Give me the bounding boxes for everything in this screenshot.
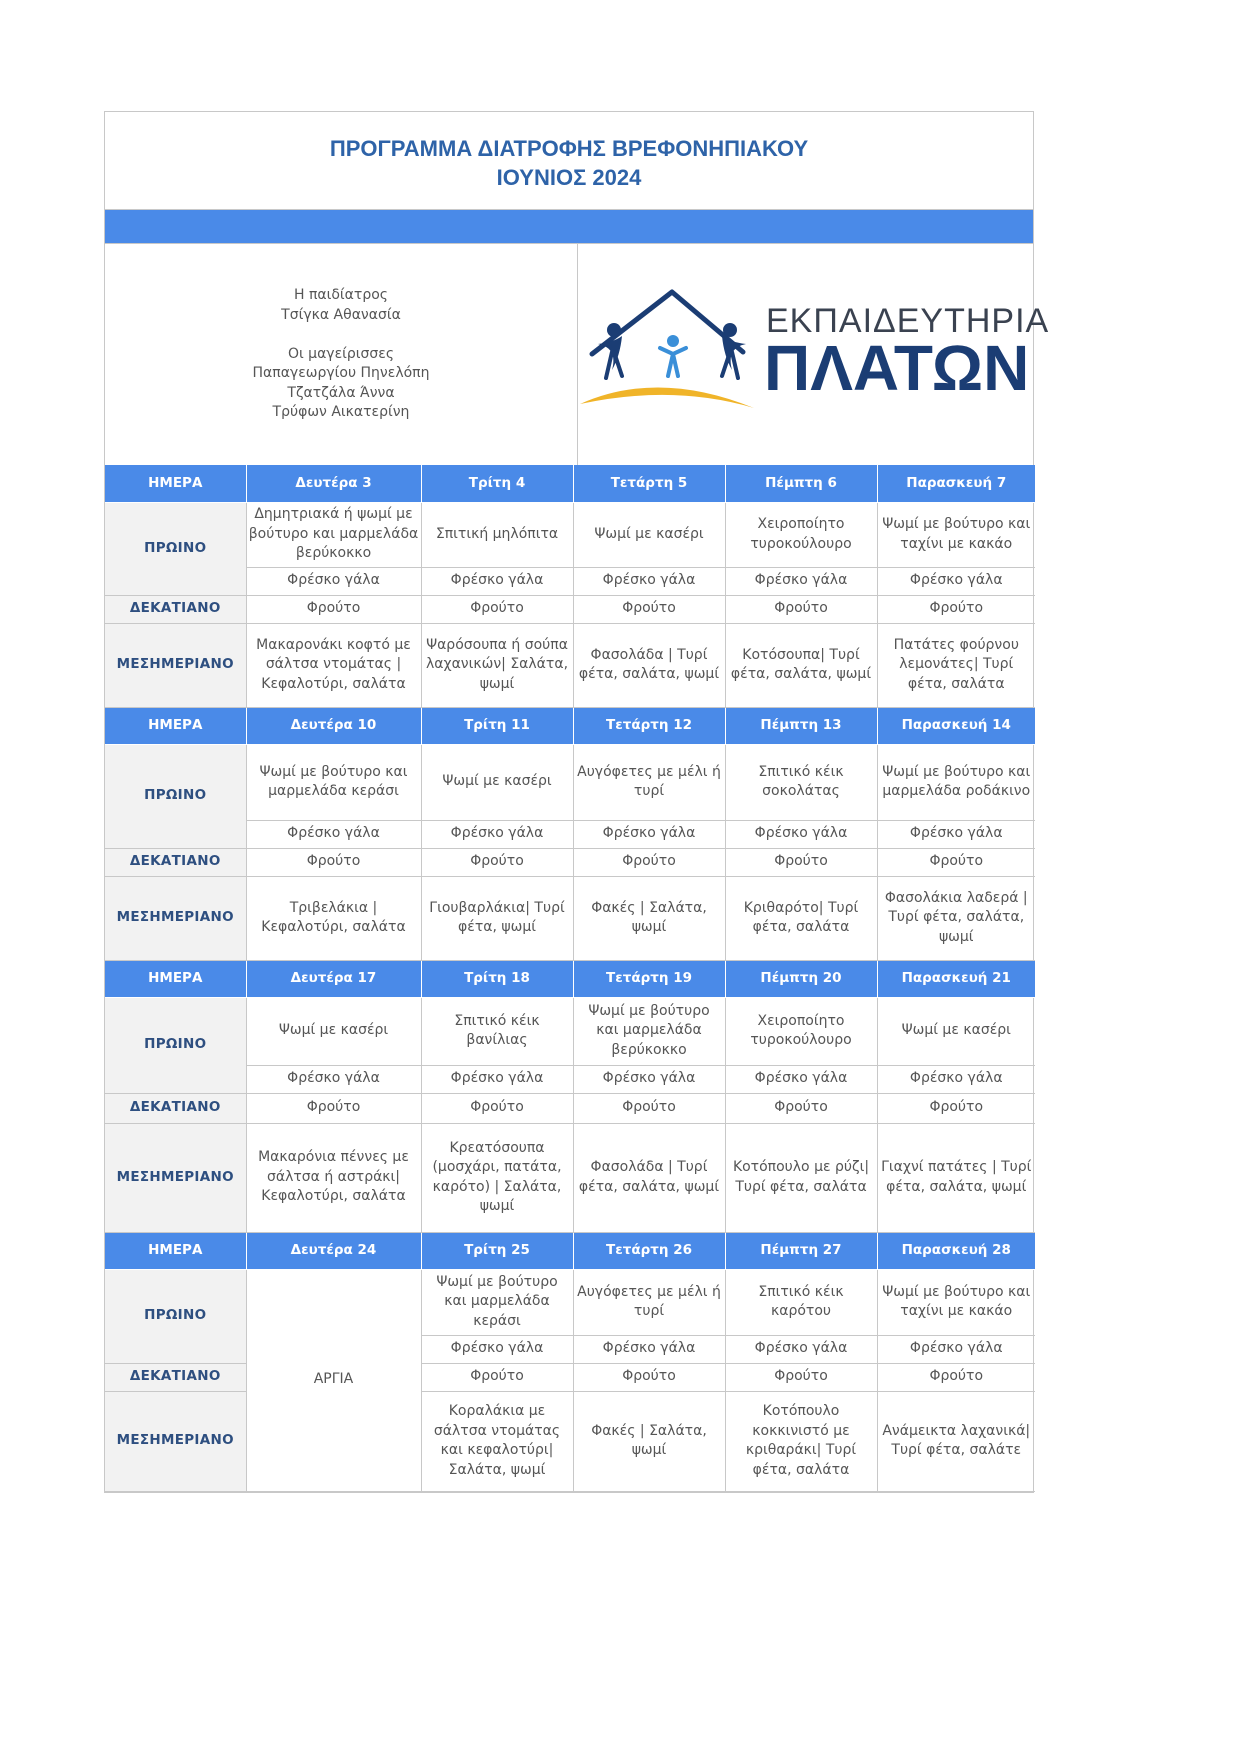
pediatrician-label: Η παιδίατρος [293, 287, 388, 304]
page-title: ΠΡΟΓΡΑΜΜΑ ΔΙΑΤΡΟΦΗΣ ΒΡΕΦΟΝΗΠΙΑΚΟΥ [329, 136, 809, 161]
snack-cell: Φρούτο [246, 595, 421, 623]
day-header: Παρασκευή 14 [877, 707, 1035, 744]
snack-label: ΔΕΚΑΤΙΑΝΟ [105, 1093, 246, 1123]
breakfast-label: ΠΡΩΙΝΟ [105, 1269, 246, 1363]
breakfast-cell: Ψωμί με βούτυρο και μαρμελάδα βερύκοκκο [573, 997, 725, 1065]
day-label: ΗΜΕΡΑ [105, 960, 246, 997]
breakfast-cell: Ψωμί με κασέρι [573, 502, 725, 567]
lunch-cell: Φακές | Σαλάτα, ψωμί [573, 1391, 725, 1491]
breakfast-cell: Χειροποίητο τυροκούλουρο [725, 502, 877, 567]
lunch-cell: Ανάμεικτα λαχανικά|Τυρί φέτα, σαλάτε [877, 1391, 1035, 1491]
pediatrician-name: Τσίγκα Αθανασία [281, 306, 401, 323]
snack-cell: Φρούτο [421, 1093, 573, 1123]
milk-cell: Φρέσκο γάλα [246, 820, 421, 848]
day-header: Παρασκευή 7 [877, 465, 1035, 502]
breakfast-cell: Ψωμί με βούτυρο και μαρμελάδα κεράσι [246, 744, 421, 820]
lunch-cell: Κοτόπουλο κοκκινιστό με κριθαράκι| Τυρί φέτα, σαλάτα [725, 1391, 877, 1491]
day-header: Δευτέρα 10 [246, 707, 421, 744]
lunch-cell: Κριθαρότο| Τυρί φέτα, σαλάτα [725, 876, 877, 960]
breakfast-row [105, 1269, 1035, 1335]
day-header: Τετάρτη 19 [573, 960, 725, 997]
milk-cell: Φρέσκο γάλα [573, 567, 725, 595]
day-header: Παρασκευή 21 [877, 960, 1035, 997]
snack-cell: Φρούτο [573, 595, 725, 623]
day-header: Τρίτη 11 [421, 707, 573, 744]
snack-cell: Φρούτο [877, 595, 1035, 623]
milk-cell: Φρέσκο γάλα [421, 1335, 573, 1363]
lunch-cell: Γιουβαρλάκια| Τυρί φέτα, ψωμί [421, 876, 573, 960]
milk-cell: Φρέσκο γάλα [877, 1065, 1035, 1093]
holiday-cell: ΑΡΓΙΑ [246, 1269, 421, 1491]
menu-table [105, 465, 1035, 1492]
day-header: Δευτέρα 17 [246, 960, 421, 997]
breakfast-cell: Ψωμί με βούτυρο και μαρμελάδα κεράσι [421, 1269, 573, 1335]
logo-text-top: ΕΚΠΑΙΔΕΥΤΗΡΙΑ [766, 302, 1050, 340]
lunch-cell: Φασολάδα | Τυρί φέτα, σαλάτα, ψωμί [573, 1123, 725, 1232]
snack-cell: Φρούτο [725, 1363, 877, 1391]
logo-text-main: ΠΛΑΤΩΝ [764, 332, 1030, 404]
school-logo [578, 244, 1050, 465]
lunch-label: ΜΕΣΗΜΕΡΙΑΝΟ [105, 876, 246, 960]
week-header-row [105, 960, 1035, 997]
milk-cell: Φρέσκο γάλα [725, 1335, 877, 1363]
breakfast-row [105, 502, 1035, 567]
snack-cell: Φρούτο [421, 595, 573, 623]
snack-cell: Φρούτο [246, 1093, 421, 1123]
lunch-row [105, 1123, 1035, 1232]
cook-name: Τρύφων Αικατερίνη [272, 404, 410, 421]
snack-cell: Φρούτο [725, 848, 877, 876]
info-row [105, 243, 1050, 465]
day-header: Τρίτη 4 [421, 465, 573, 502]
breakfast-cell: Ψωμί με κασέρι [877, 997, 1035, 1065]
cook-name: Παπαγεωργίου Πηνελόπη [252, 365, 430, 382]
day-header: Τετάρτη 12 [573, 707, 725, 744]
breakfast-label: ΠΡΩΙΝΟ [105, 744, 246, 848]
lunch-cell: Φασολάκια λαδερά | Τυρί φέτα, σαλάτα, ψωμί [877, 876, 1035, 960]
milk-cell: Φρέσκο γάλα [725, 820, 877, 848]
lunch-label: ΜΕΣΗΜΕΡΙΑΝΟ [105, 623, 246, 707]
snack-label: ΔΕΚΑΤΙΑΝΟ [105, 848, 246, 876]
day-header: Δευτέρα 24 [246, 1232, 421, 1269]
breakfast-cell: Σπιτικό κέικ σοκολάτας [725, 744, 877, 820]
snack-row [105, 595, 1035, 623]
lunch-cell: Φασολάδα | Τυρί φέτα, σαλάτα, ψωμί [573, 623, 725, 707]
milk-cell: Φρέσκο γάλα [421, 567, 573, 595]
milk-cell: Φρέσκο γάλα [421, 820, 573, 848]
lunch-cell: Πατάτες φούρνου λεμονάτες| Τυρί φέτα, σαλάτα [877, 623, 1035, 707]
day-header: Τετάρτη 26 [573, 1232, 725, 1269]
day-header: Πέμπτη 13 [725, 707, 877, 744]
day-header: Τετάρτη 5 [573, 465, 725, 502]
lunch-label: ΜΕΣΗΜΕΡΙΑΝΟ [105, 1123, 246, 1232]
lunch-cell: Κρεατόσουπα (μοσχάρι, πατάτα, καρότο) | Σαλάτα, ψωμί [421, 1123, 573, 1232]
breakfast-cell: Σπιτική μηλόπιτα [421, 502, 573, 567]
week-header-row [105, 1232, 1035, 1269]
breakfast-label: ΠΡΩΙΝΟ [105, 502, 246, 595]
snack-row [105, 848, 1035, 876]
cook-name: Τζατζάλα Άννα [287, 384, 395, 401]
day-label: ΗΜΕΡΑ [105, 465, 246, 502]
snack-label: ΔΕΚΑΤΙΑΝΟ [105, 595, 246, 623]
milk-cell: Φρέσκο γάλα [573, 1065, 725, 1093]
day-header: Τρίτη 25 [421, 1232, 573, 1269]
lunch-cell: Γιαχνί πατάτες | Τυρί φέτα, σαλάτα, ψωμί [877, 1123, 1035, 1232]
milk-cell: Φρέσκο γάλα [246, 567, 421, 595]
breakfast-cell: Ψωμί με βούτυρο και μαρμελάδα ροδάκινο [877, 744, 1035, 820]
snack-cell: Φρούτο [573, 1093, 725, 1123]
week-header-row [105, 465, 1035, 502]
lunch-cell: Μακαρόνια πέννες με σάλτσα ή αστράκι| Κεφαλοτύρι, σαλάτα [246, 1123, 421, 1232]
milk-cell: Φρέσκο γάλα [246, 1065, 421, 1093]
day-header: Πέμπτη 6 [725, 465, 877, 502]
breakfast-cell: Ψωμί με βούτυρο και ταχίνι με κακάο [877, 1269, 1035, 1335]
milk-cell: Φρέσκο γάλα [421, 1065, 573, 1093]
title-block [105, 112, 1033, 210]
milk-cell: Φρέσκο γάλα [877, 1335, 1035, 1363]
day-header: Τρίτη 18 [421, 960, 573, 997]
breakfast-cell: Δημητριακά ή ψωμί με βούτυρο και μαρμελάδα βερύκοκκο [246, 502, 421, 567]
milk-cell: Φρέσκο γάλα [573, 1335, 725, 1363]
lunch-cell: Ψαρόσουπα ή σούπα λαχανικών| Σαλάτα, ψωμί [421, 623, 573, 707]
snack-cell: Φρούτο [573, 1363, 725, 1391]
breakfast-cell: Σπιτικό κέικ καρότου [725, 1269, 877, 1335]
breakfast-row [105, 997, 1035, 1065]
snack-cell: Φρούτο [725, 595, 877, 623]
snack-cell: Φρούτο [877, 1363, 1035, 1391]
header-bar [105, 210, 1033, 243]
snack-cell: Φρούτο [725, 1093, 877, 1123]
lunch-cell: Κοτόσουπα| Τυρί φέτα, σαλάτα, ψωμί [725, 623, 877, 707]
breakfast-cell: Σπιτικό κέικ βανίλιας [421, 997, 573, 1065]
snack-row [105, 1093, 1035, 1123]
snack-cell: Φρούτο [573, 848, 725, 876]
breakfast-cell: Αυγόφετες με μέλι ή τυρί [573, 744, 725, 820]
snack-cell: Φρούτο [877, 1093, 1035, 1123]
lunch-cell: Κοτόπουλο με ρύζι| Τυρί φέτα, σαλάτα [725, 1123, 877, 1232]
breakfast-cell: Αυγόφετες με μέλι ή τυρί [573, 1269, 725, 1335]
breakfast-row [105, 744, 1035, 820]
snack-row [105, 1363, 1035, 1391]
breakfast-cell: Ψωμί με κασέρι [246, 997, 421, 1065]
menu-sheet [104, 111, 1050, 1493]
day-header: Πέμπτη 20 [725, 960, 877, 997]
day-header: Παρασκευή 28 [877, 1232, 1035, 1269]
staff-block [105, 244, 578, 465]
lunch-cell: Μακαρονάκι κοφτό με σάλτσα ντομάτας | Κεφαλοτύρι, σαλάτα [246, 623, 421, 707]
day-label: ΗΜΕΡΑ [105, 1232, 246, 1269]
day-header: Πέμπτη 27 [725, 1232, 877, 1269]
day-header: Δευτέρα 3 [246, 465, 421, 502]
breakfast-label: ΠΡΩΙΝΟ [105, 997, 246, 1093]
lunch-cell: Φακές | Σαλάτα, ψωμί [573, 876, 725, 960]
cooks-label: Οι μαγείρισσες [287, 345, 395, 362]
milk-cell: Φρέσκο γάλα [725, 567, 877, 595]
milk-cell: Φρέσκο γάλα [725, 1065, 877, 1093]
lunch-label: ΜΕΣΗΜΕΡΙΑΝΟ [105, 1391, 246, 1491]
lunch-cell: Κοραλάκια με σάλτσα ντομάτας και κεφαλοτύρι|Σαλάτα, ψωμί [421, 1391, 573, 1491]
day-label: ΗΜΕΡΑ [105, 707, 246, 744]
lunch-row [105, 876, 1035, 960]
week-header-row [105, 707, 1035, 744]
snack-cell: Φρούτο [421, 848, 573, 876]
milk-cell: Φρέσκο γάλα [877, 820, 1035, 848]
snack-label: ΔΕΚΑΤΙΑΝΟ [105, 1363, 246, 1391]
breakfast-cell: Ψωμί με βούτυρο και ταχίνι με κακάο [877, 502, 1035, 567]
milk-cell: Φρέσκο γάλα [573, 820, 725, 848]
snack-cell: Φρούτο [877, 848, 1035, 876]
breakfast-cell: Ψωμί με κασέρι [421, 744, 573, 820]
lunch-row [105, 623, 1035, 707]
breakfast-cell: Χειροποίητο τυροκούλουρο [725, 997, 877, 1065]
lunch-row [105, 1391, 1035, 1491]
snack-cell: Φρούτο [421, 1363, 573, 1391]
snack-cell: Φρούτο [246, 848, 421, 876]
milk-cell: Φρέσκο γάλα [877, 567, 1035, 595]
page-subtitle: ΙΟΥΝΙΟΣ 2024 [496, 165, 642, 190]
lunch-cell: Τριβελάκια | Κεφαλοτύρι, σαλάτα [246, 876, 421, 960]
